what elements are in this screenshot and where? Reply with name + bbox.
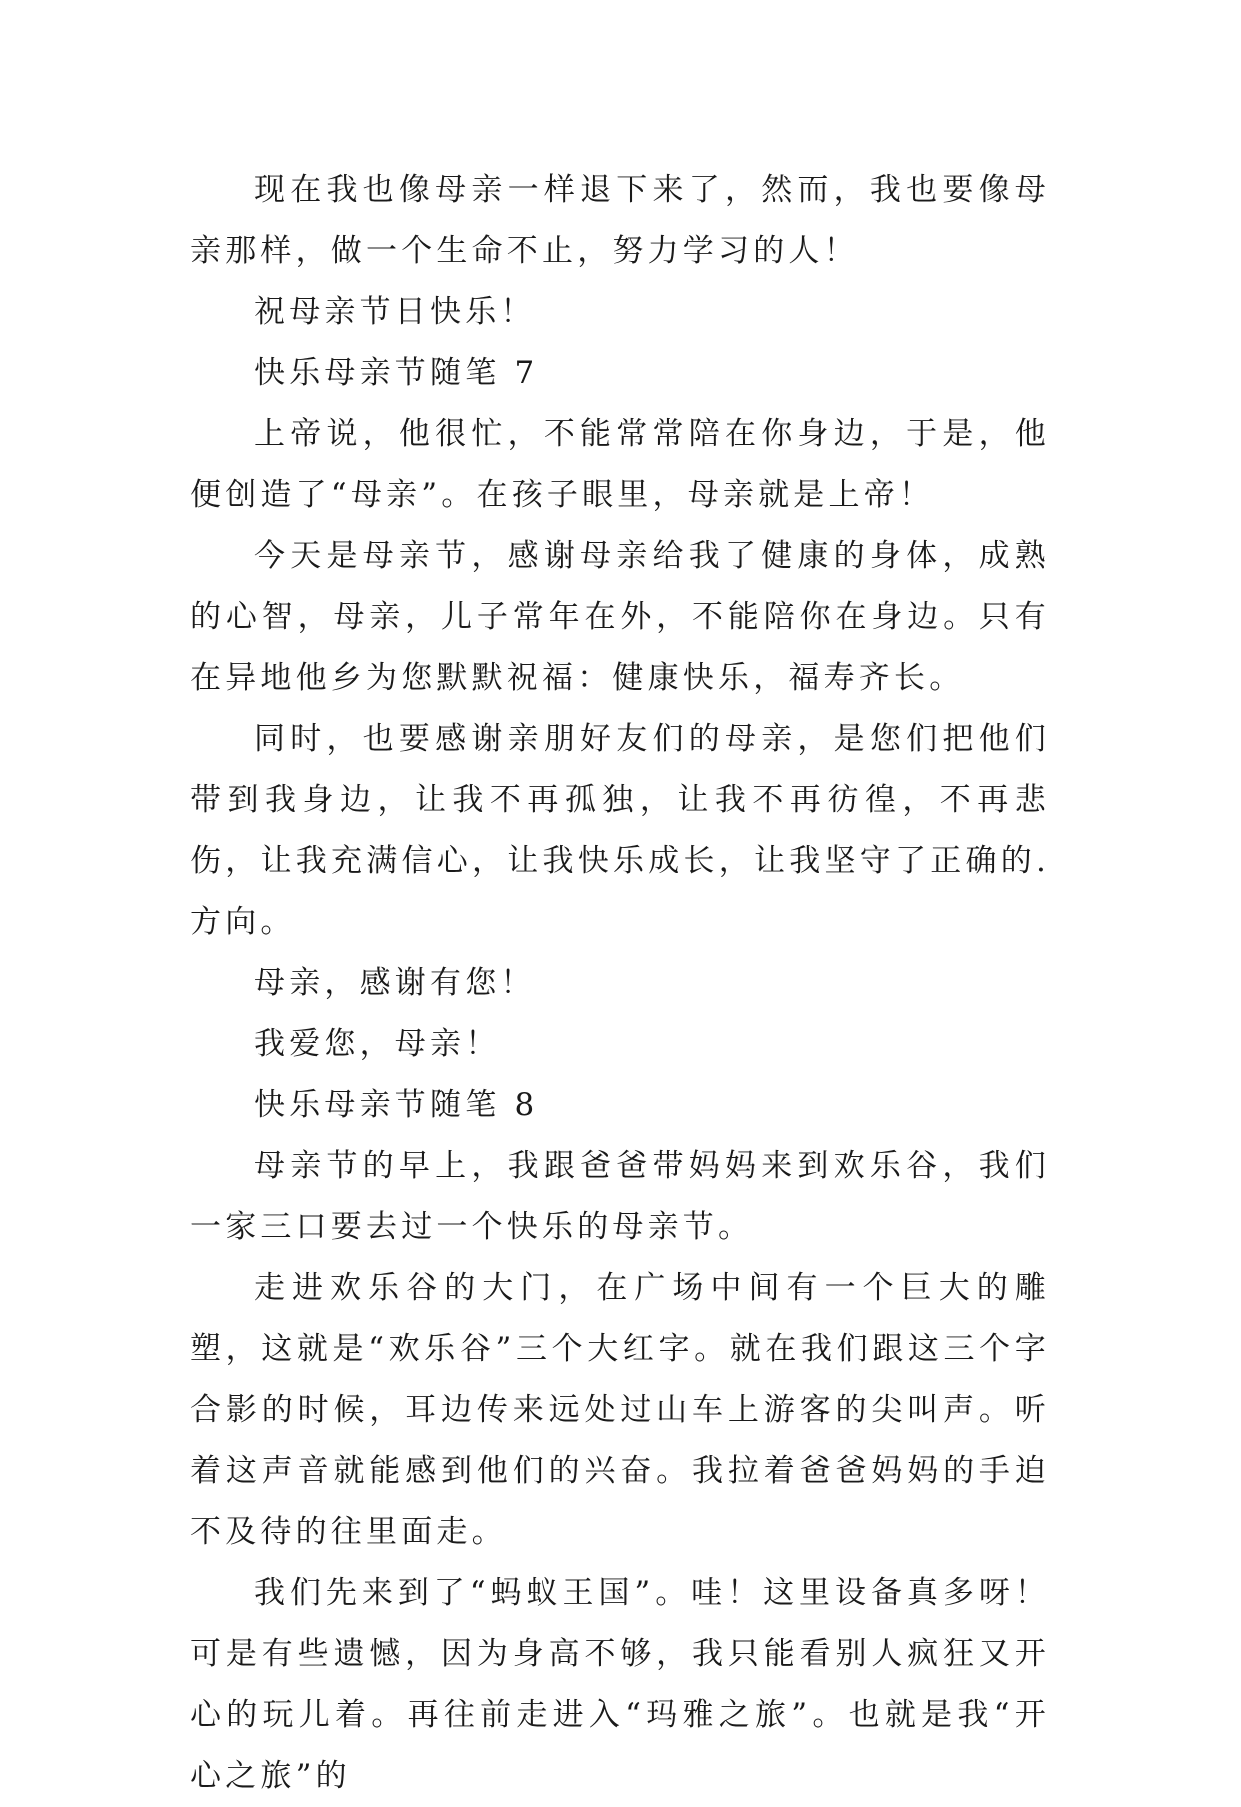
paragraph: 走进欢乐谷的大门，在广场中间有一个巨大的雕塑，这就是“欢乐谷”三个大红字。就在我们跟这三个字合影的时候，耳边传来远处过山车上游客的尖叫声。听着这声音就能感到他们的兴奋。我拉着爸爸妈妈的手迫不及待的往里面走。: [190, 1270, 1050, 1550]
paragraph: 母亲节的早上，我跟爸爸带妈妈来到欢乐谷，我们一家三口要去过一个快乐的母亲节。: [190, 1148, 1050, 1245]
paragraph: 现在我也像母亲一样退下来了，然而，我也要像母亲那样，做一个生命不止，努力学习的人！: [190, 172, 1050, 269]
paragraph: 母亲，感谢有您！: [254, 965, 536, 1001]
paragraph: 同时，也要感谢亲朋好友们的母亲，是您们把他们带到我身边，让我不再孤独，让我不再彷徨，不再悲伤，让我充满信心，让我快乐成长，让我坚守了正确的.方向。: [190, 721, 1050, 940]
paragraph: 上帝说，他很忙，不能常常陪在你身边，于是，他便创造了“母亲”。在孩子眼里，母亲就是上帝！: [190, 416, 1050, 513]
section-heading: 快乐母亲节随笔 7: [254, 355, 539, 391]
section-heading: 快乐母亲节随笔 8: [254, 1087, 539, 1123]
paragraph: 祝母亲节日快乐！: [254, 294, 536, 330]
document-body: [190, 160, 1050, 1807]
paragraph: 我们先来到了“蚂蚁王国”。哇！这里设备真多呀！可是有些遗憾，因为身高不够，我只能看别人疯狂又开心的玩儿着。再往前走进入“玛雅之旅”。也就是我“开心之旅”的: [190, 1575, 1050, 1794]
paragraph: 我爱您，母亲！: [254, 1026, 501, 1062]
paragraph: 今天是母亲节，感谢母亲给我了健康的身体，成熟的心智，母亲，儿子常年在外，不能陪你在身边。只有在异地他乡为您默默祝福：健康快乐，福寿齐长。: [190, 538, 1050, 696]
